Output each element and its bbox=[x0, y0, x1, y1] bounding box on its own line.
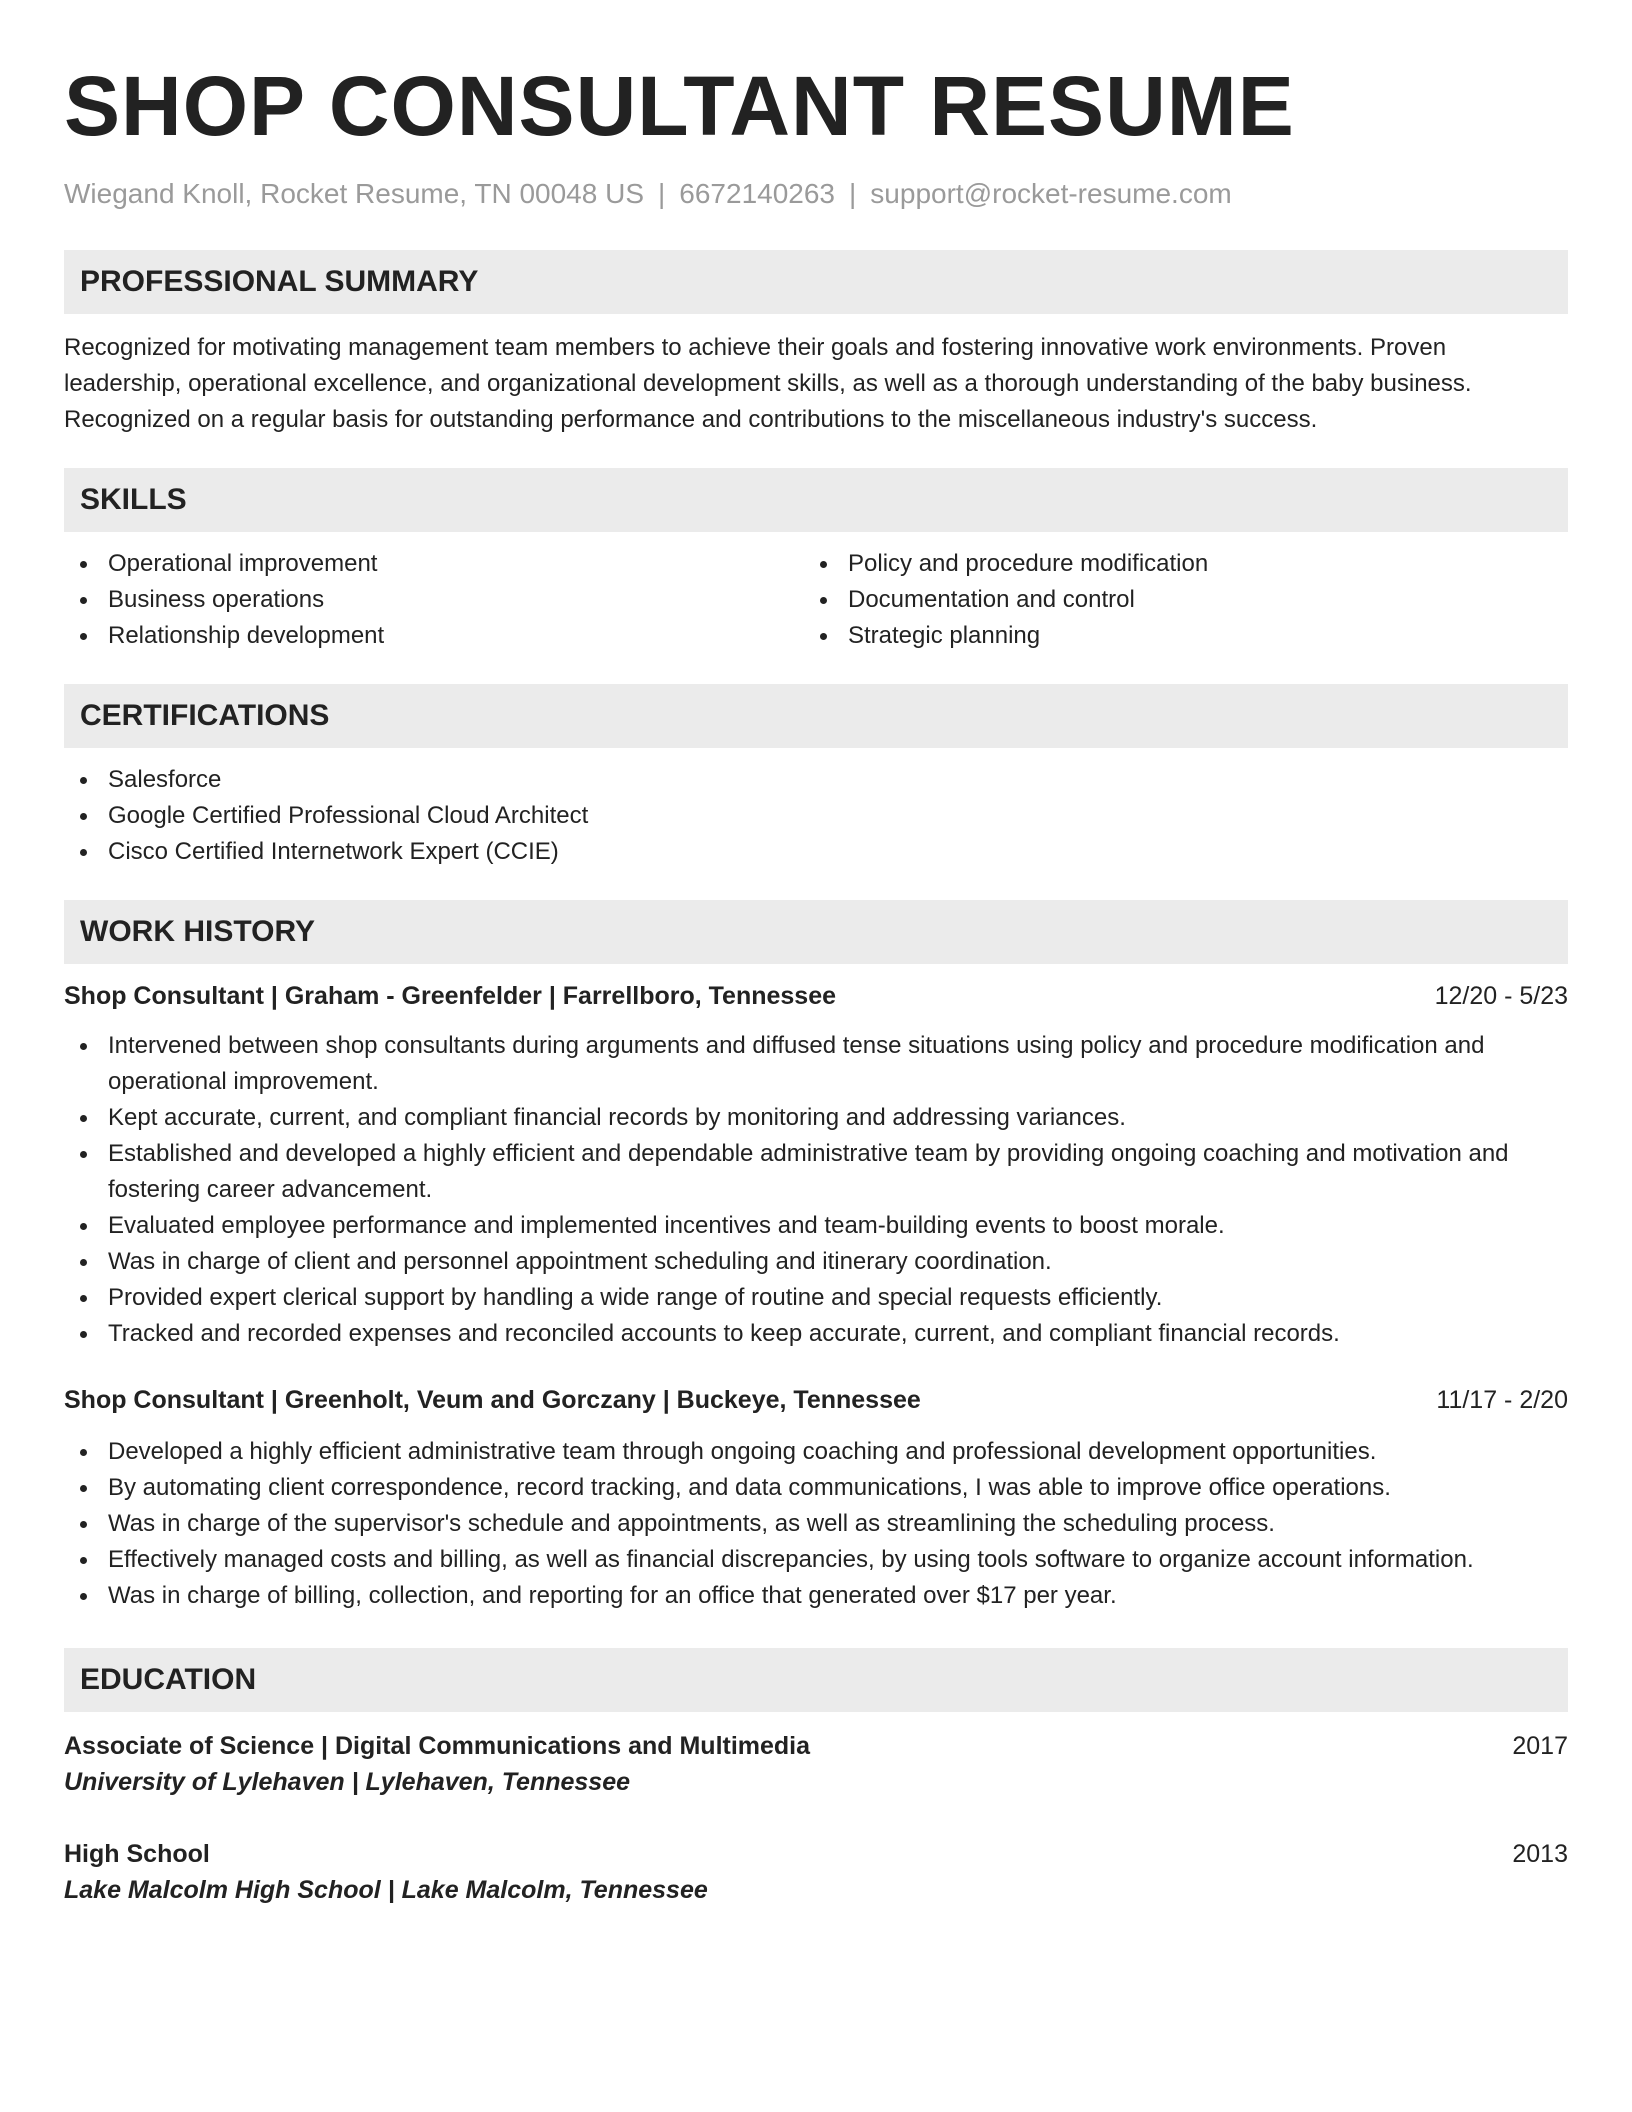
contact-phone: 6672140263 bbox=[679, 178, 836, 209]
skills-column-right bbox=[804, 546, 1544, 654]
education-school: University of Lylehaven | Lylehaven, Tennessee bbox=[64, 1768, 631, 1796]
job-title: Shop Consultant | Greenholt, Veum and Gorczany | Buckeye, Tennessee bbox=[64, 1386, 921, 1414]
contact-address: Wiegand Knoll, Rocket Resume, TN 00048 US bbox=[64, 178, 644, 209]
job-bullets bbox=[64, 1028, 1568, 1352]
page-title: SHOP CONSULTANT RESUME bbox=[64, 59, 1295, 153]
list-item: Tracked and recorded expenses and reconciled accounts to keep accurate, current, and compliant financial records. bbox=[64, 1316, 1568, 1352]
list-item: Developed a highly efficient administrative team through ongoing coaching and professional development opportunities. bbox=[64, 1434, 1568, 1470]
section-heading-skills: SKILLS bbox=[64, 468, 1568, 532]
list-item: Documentation and control bbox=[804, 582, 1544, 618]
list-item: Google Certified Professional Cloud Architect bbox=[64, 798, 1568, 834]
education-entry bbox=[64, 1728, 1568, 1800]
contact-line bbox=[64, 176, 1568, 212]
summary-text: Recognized for motivating management team members to achieve their goals and fostering innovative work environments. Proven leadership, operational excellence, and organizational development skills, as well as a thorough understanding of the baby business. Recognized on a regular basis for outstanding performance and contributions to the miscellaneous industry's success. bbox=[64, 334, 1472, 433]
section-heading-certifications: CERTIFICATIONS bbox=[64, 684, 1568, 748]
job-header bbox=[64, 978, 1568, 1014]
list-item: Cisco Certified Internetwork Expert (CCIE) bbox=[64, 834, 1568, 870]
education-entry bbox=[64, 1836, 1568, 1908]
job-bullets bbox=[64, 1434, 1568, 1614]
list-item: Provided expert clerical support by handling a wide range of routine and special requests efficiently. bbox=[64, 1280, 1568, 1316]
contact-separator: | bbox=[658, 178, 666, 209]
education-year: 2017 bbox=[1512, 1732, 1568, 1760]
list-item: Was in charge of billing, collection, and reporting for an office that generated over $17 per year. bbox=[64, 1578, 1568, 1614]
list-item: Was in charge of client and personnel appointment scheduling and itinerary coordination. bbox=[64, 1244, 1568, 1280]
list-item: Policy and procedure modification bbox=[804, 546, 1544, 582]
job-dates: 11/17 - 2/20 bbox=[1436, 1386, 1568, 1414]
certifications-list bbox=[64, 762, 1568, 870]
education-degree: High School bbox=[64, 1840, 210, 1868]
education-school: Lake Malcolm High School | Lake Malcolm, Tennessee bbox=[64, 1876, 708, 1904]
section-heading-education: EDUCATION bbox=[64, 1648, 1568, 1712]
list-item: Kept accurate, current, and compliant financial records by monitoring and addressing variances. bbox=[64, 1100, 1568, 1136]
contact-email: support@rocket-resume.com bbox=[870, 178, 1232, 209]
job-title: Shop Consultant | Graham - Greenfelder | Farrellboro, Tennessee bbox=[64, 982, 837, 1010]
job-dates: 12/20 - 5/23 bbox=[1434, 982, 1568, 1010]
list-item: Salesforce bbox=[64, 762, 1568, 798]
list-item: Established and developed a highly efficient and dependable administrative team by providing ongoing coaching and motivation and fostering career advancement. bbox=[64, 1136, 1568, 1208]
education-year: 2013 bbox=[1512, 1840, 1568, 1868]
list-item: Operational improvement bbox=[64, 546, 804, 582]
section-heading-work-history: WORK HISTORY bbox=[64, 900, 1568, 964]
list-item: Evaluated employee performance and implemented incentives and team-building events to boost morale. bbox=[64, 1208, 1568, 1244]
list-item: By automating client correspondence, record tracking, and data communications, I was able to improve office operations. bbox=[64, 1470, 1568, 1506]
skills-list bbox=[64, 546, 1568, 654]
skills-column-left bbox=[64, 546, 804, 654]
list-item: Effectively managed costs and billing, as well as financial discrepancies, by using tools software to organize account information. bbox=[64, 1542, 1568, 1578]
education-degree: Associate of Science | Digital Communications and Multimedia bbox=[64, 1732, 811, 1760]
job-header bbox=[64, 1382, 1568, 1418]
job-entry bbox=[64, 978, 1568, 1352]
list-item: Strategic planning bbox=[804, 618, 1544, 654]
education-header bbox=[64, 1836, 1568, 1872]
list-item: Business operations bbox=[64, 582, 804, 618]
education-header bbox=[64, 1728, 1568, 1764]
list-item: Relationship development bbox=[64, 618, 804, 654]
job-entry bbox=[64, 1382, 1568, 1614]
contact-separator: | bbox=[849, 178, 857, 209]
list-item: Was in charge of the supervisor's schedule and appointments, as well as streamlining the scheduling process. bbox=[64, 1506, 1568, 1542]
section-heading-summary: PROFESSIONAL SUMMARY bbox=[64, 250, 1568, 314]
list-item: Intervened between shop consultants during arguments and diffused tense situations using policy and procedure modification and operational improvement. bbox=[64, 1028, 1568, 1100]
